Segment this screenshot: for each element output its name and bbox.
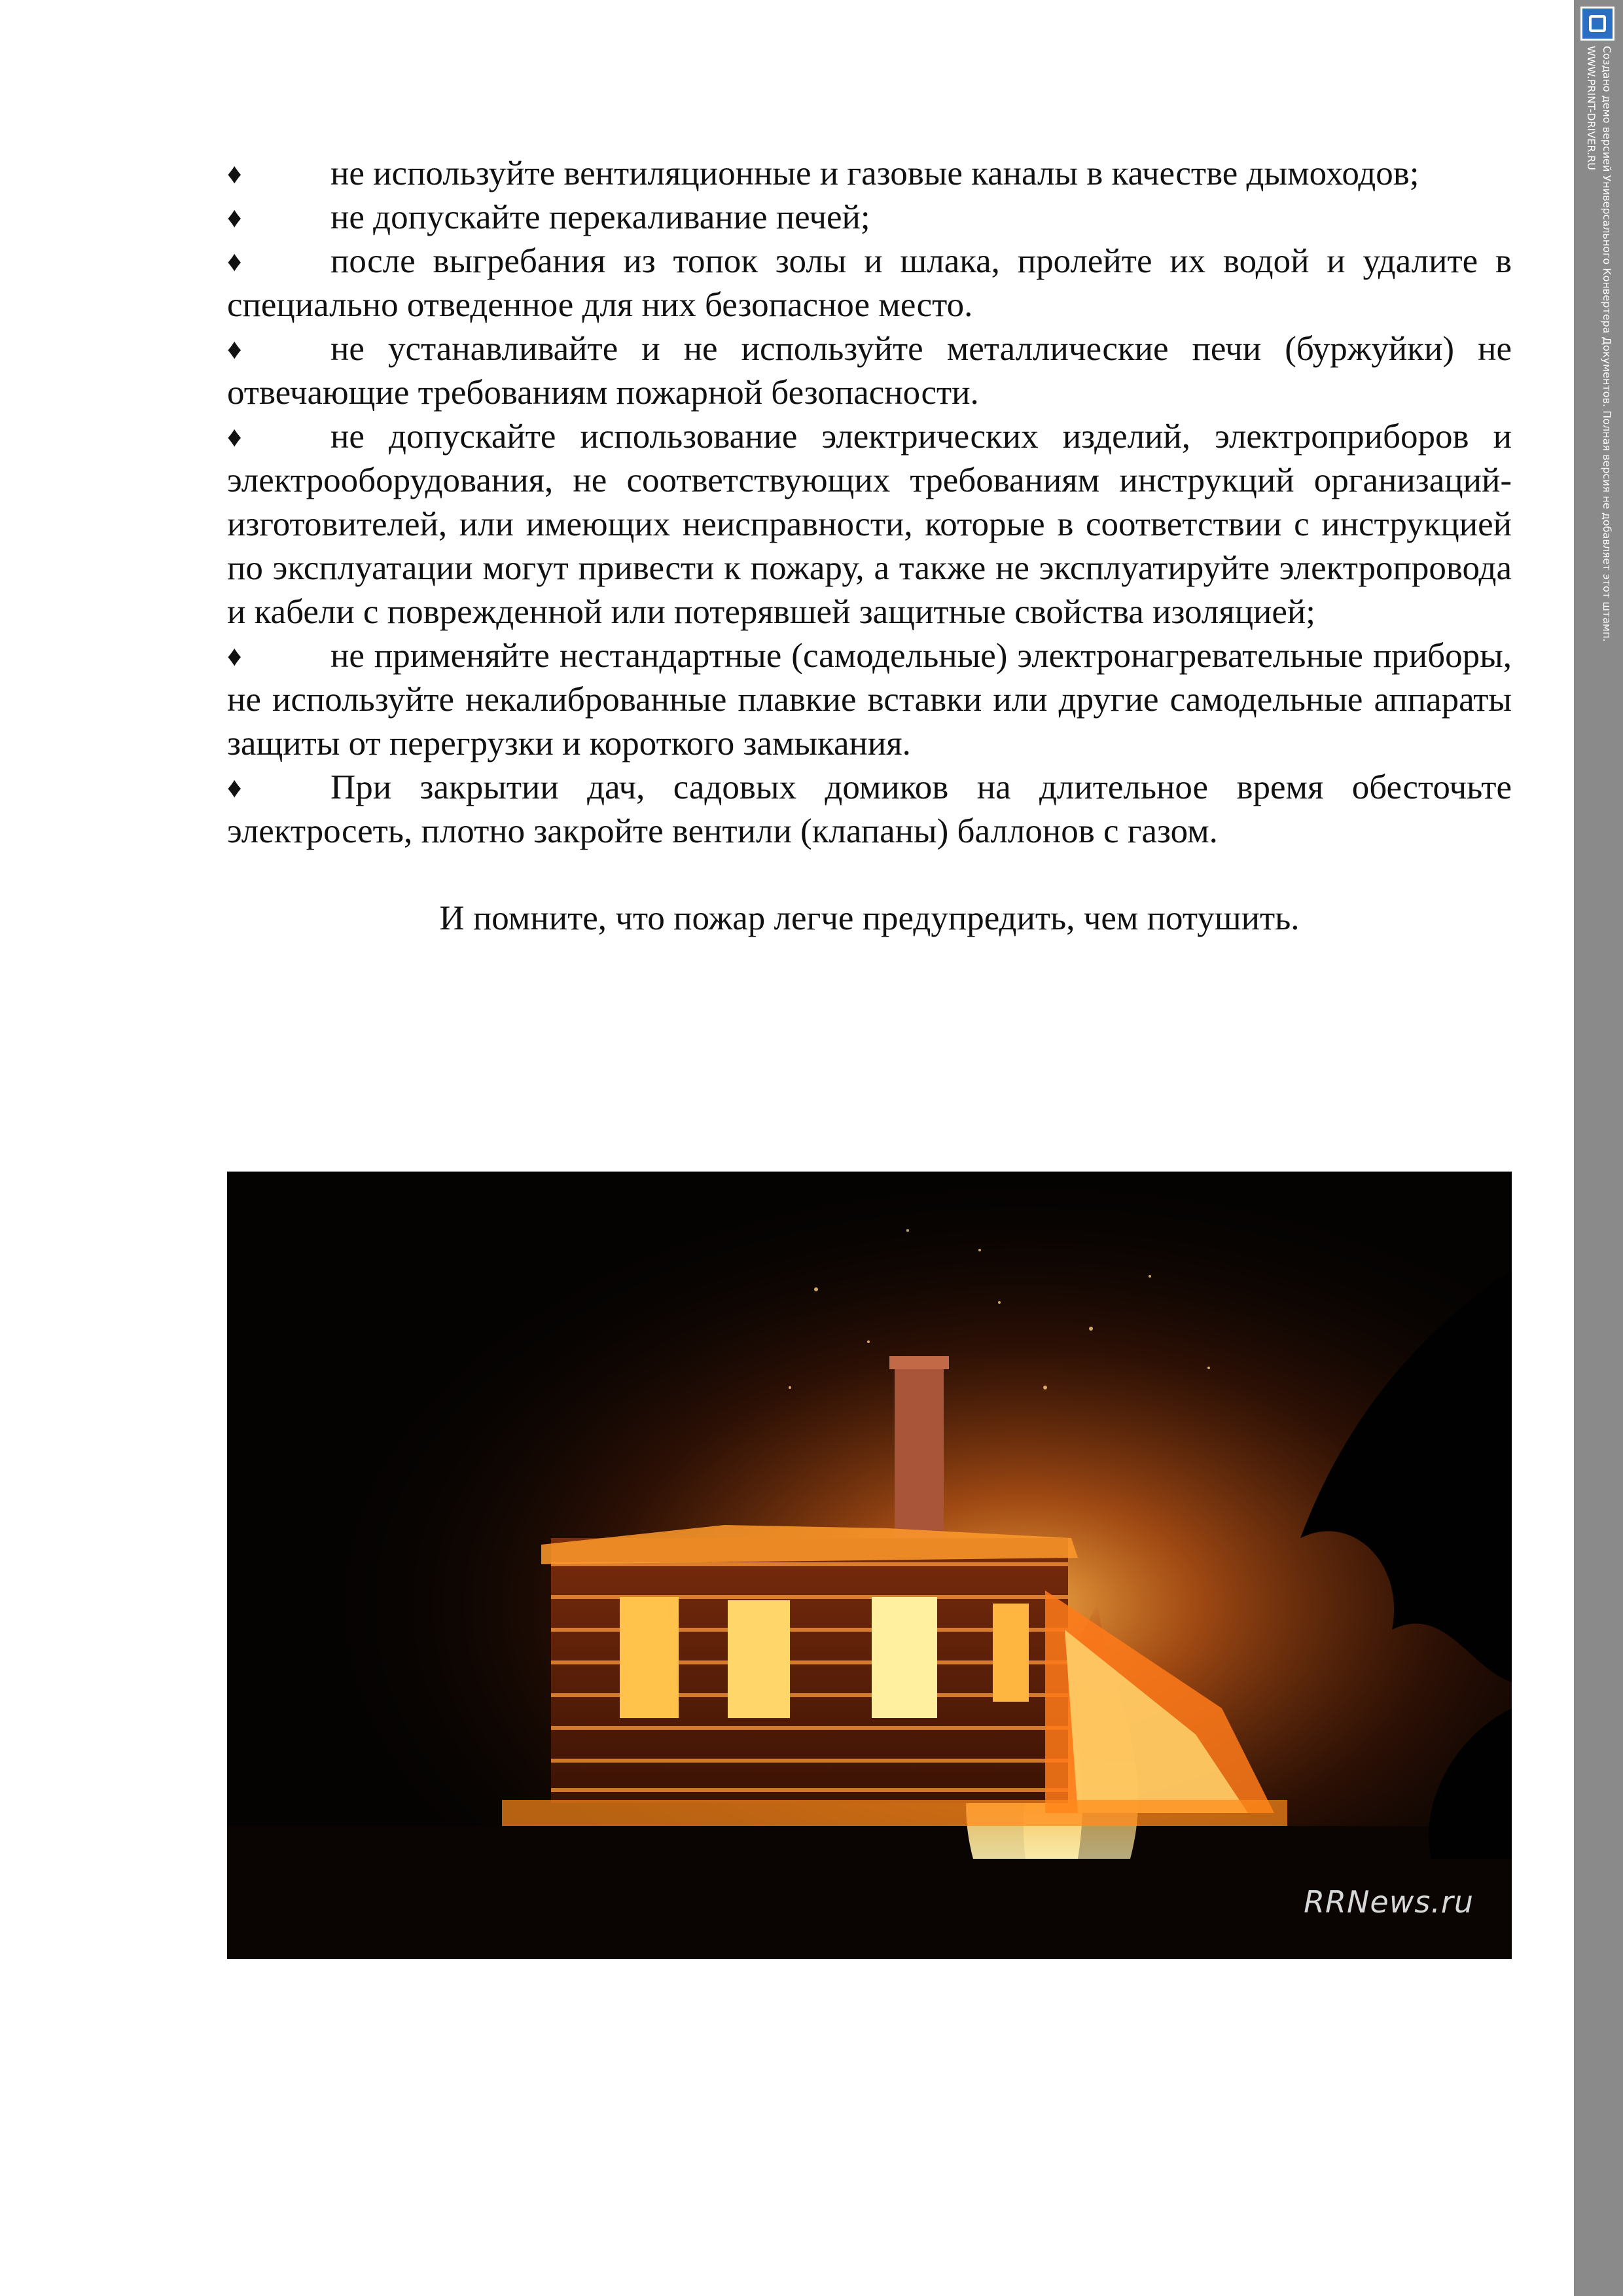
list-item: [227, 240, 1512, 327]
converter-logo-icon: [1580, 7, 1614, 41]
list-item-text: не допускайте перекаливание печей;: [330, 198, 870, 236]
diamond-bullet-icon: ♦: [227, 421, 242, 453]
list-item: [227, 327, 1512, 415]
converter-stamp-text: [1583, 46, 1614, 642]
stamp-line-1: Создано демо версией Универсального Конвертера Документов. Полная версия не добавляет этот штамп.: [1601, 46, 1613, 642]
diamond-bullet-icon: ♦: [227, 333, 242, 365]
list-item-text: не используйте вентиляционные и газовые каналы в качестве дымоходов;: [330, 154, 1419, 192]
list-item-text: При закрытии дач, садовых домиков на длительное время обесточьте электросеть, плотно закройте вентили (клапаны) баллонов с газом.: [227, 768, 1512, 850]
diamond-bullet-icon: ♦: [227, 202, 242, 234]
diamond-bullet-icon: ♦: [227, 772, 242, 804]
list-item: [227, 766, 1512, 853]
converter-stamp-sidebar: [1574, 0, 1623, 2296]
list-item-text: после выгребания из топок золы и шлака, пролейте их водой и удалите в специально отведенное для них безопасное место.: [227, 242, 1512, 324]
closing-statement: И помните, что пожар легче предупредить, чем потушить.: [439, 899, 1300, 937]
burning-house-illustration: [227, 1172, 1512, 1959]
list-item: [227, 152, 1512, 196]
burning-house-photo: [227, 1172, 1512, 1959]
document-body: [227, 152, 1512, 975]
photo-watermark: RRNews.ru: [1304, 1884, 1474, 1920]
stamp-line-2: WWW.PRINT-DRIVER.RU: [1585, 46, 1597, 170]
list-item: [227, 634, 1512, 766]
list-item-text: не применяйте нестандартные (самодельные) электронагревательные приборы, не используйте некалиброванные плавкие вставки или другие самодельные аппараты защиты от перегрузки и короткого замыкания.: [227, 637, 1512, 762]
list-item: [227, 196, 1512, 240]
diamond-bullet-icon: ♦: [227, 245, 242, 278]
list-item-text: не устанавливайте и не используйте металлические печи (буржуйки) не отвечающие требованиям пожарной безопасности.: [227, 330, 1512, 412]
list-item: [227, 415, 1512, 634]
diamond-bullet-icon: ♦: [227, 158, 242, 190]
diamond-bullet-icon: ♦: [227, 640, 242, 672]
list-item-text: не допускайте использование электрических изделий, электроприборов и электрооборудования, не соответствующих требованиям инструкций организаций-изготовителей, или имеющих неисправности, которые в соответствии с инструкцией по эксплуатации могут привести к пожару, а также не эксплуатируйте электропровода и кабели с поврежденной или потерявшей защитные свойства изоляцией;: [227, 418, 1512, 631]
